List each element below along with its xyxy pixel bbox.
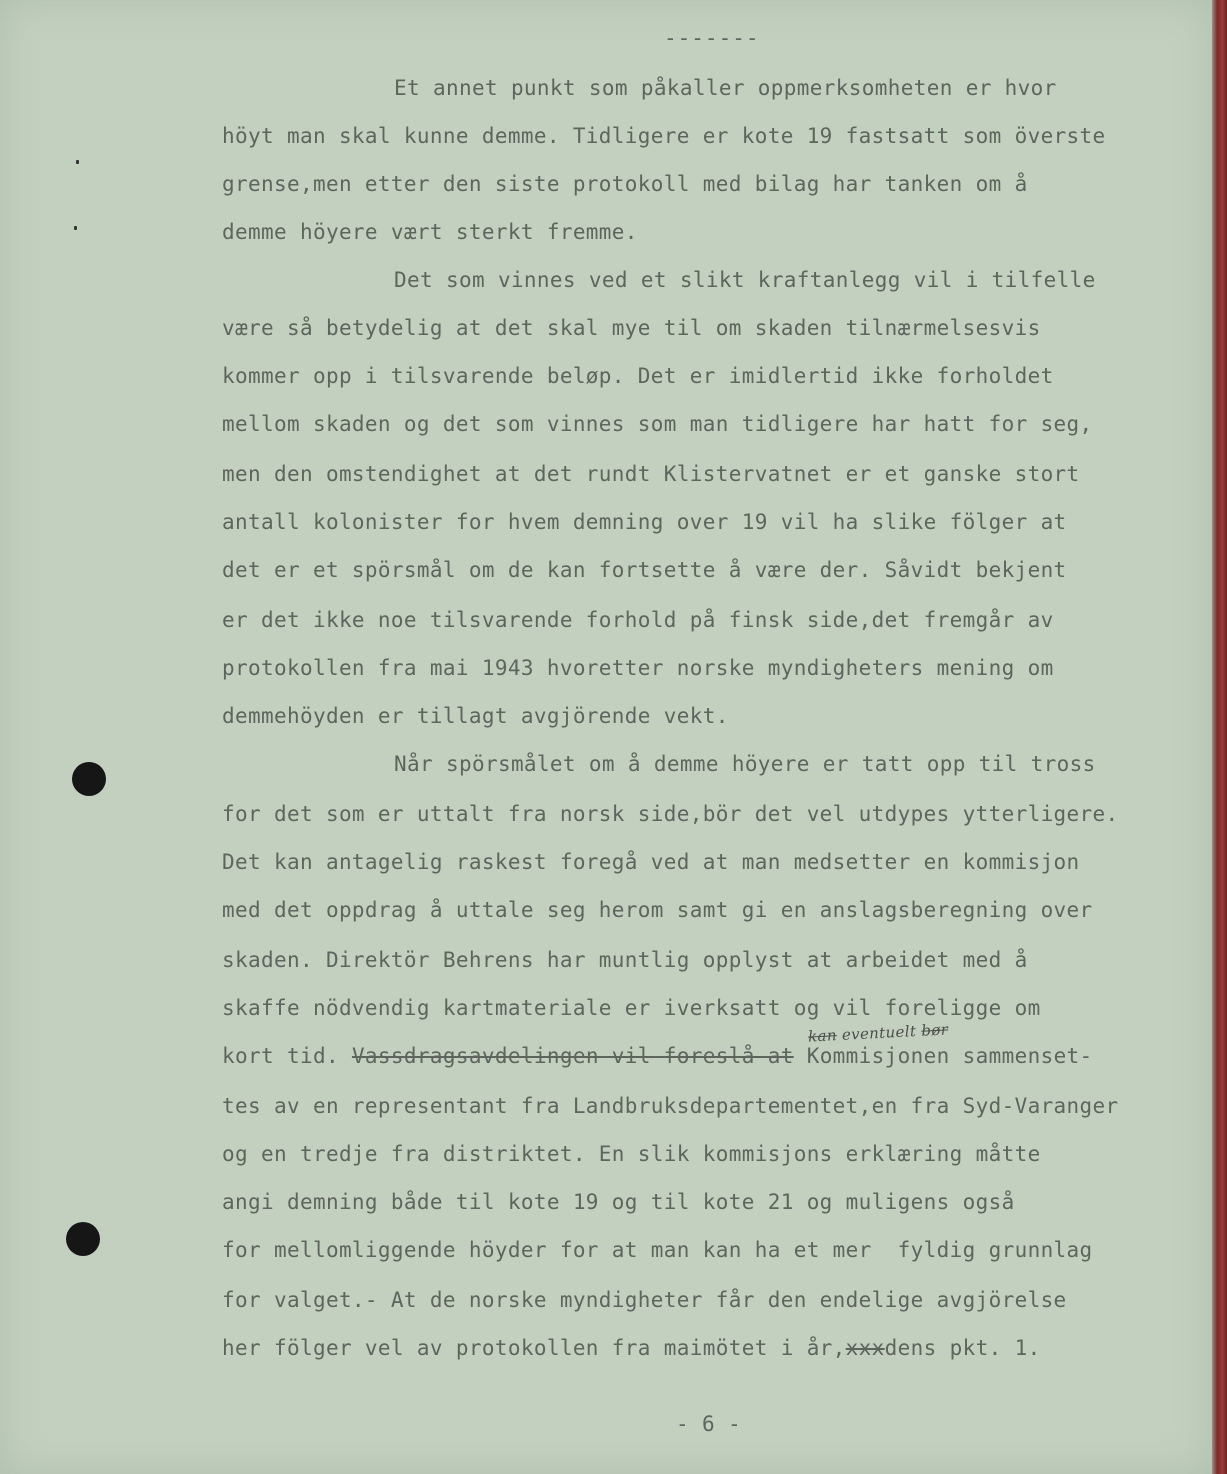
text-line: angi demning både til kote 19 og til kote 21 og muligens også [222,1190,1015,1214]
page-number: - 6 - [676,1412,741,1436]
text-line [222,1044,1093,1068]
text-segment: dens pkt. 1. [884,1336,1041,1360]
text-line: med det oppdrag å uttale seg herom samt gi en anslagsberegning over [222,898,1093,922]
text-line: grense,men etter den siste protokoll med bilag har tanken om å [222,172,1028,196]
text-line [222,1336,1041,1360]
text-line: mellom skaden og det som vinnes som man tidligere har hatt for seg, [222,412,1093,436]
text-line: for det som er uttalt fra norsk side,bör det vel utdypes ytterligere. [222,802,1119,826]
text-line: Det kan antagelig raskest foregå ved at man medsetter en kommisjon [222,850,1080,874]
struck-text: Vassdragsavdelingen vil foreslå at [351,1044,794,1068]
text-segment: her fölger vel av protokollen fra maimötet i år, [222,1336,846,1360]
text-line: höyt man skal kunne demme. Tidligere er kote 19 fastsatt som överste [222,124,1106,148]
text-segment: Kommisjonen sammenset- [793,1044,1093,1068]
text-line: kommer opp i tilsvarende beløp. Det er imidlertid ikke forholdet [222,364,1054,388]
text-line: men den omstendighet at det rundt Klistervatnet er et ganske stort [222,462,1080,486]
struck-text: xxx [845,1336,885,1360]
text-line: være så betydelig at det skal mye til om skaden tilnærmelsesvis [222,316,1041,340]
text-line: for valget.- At de norske myndigheter får den endelige avgjörelse [222,1288,1067,1312]
text-line: tes av en representant fra Landbruksdepartementet,en fra Syd-Varanger [222,1094,1119,1118]
text-line: Det som vinnes ved et slikt kraftanlegg vil i tilfelle [394,268,1096,292]
text-line: Når spörsmålet om å demme höyere er tatt opp til tross [394,752,1096,776]
text-line: antall kolonister for hvem demning over 19 vil ha slike fölger at [222,510,1067,534]
text-line: Et annet punkt som påkaller oppmerksomheten er hvor [394,76,1057,100]
text-line: demme höyere vært sterkt fremme. [222,220,638,244]
page-edge [1212,0,1227,1474]
text-line: skaden. Direktör Behrens har muntlig opplyst at arbeidet med å [222,948,1028,972]
text-line: protokollen fra mai 1943 hvoretter norske myndigheters mening om [222,656,1054,680]
text-line: demmehöyden er tillagt avgjörende vekt. [222,704,729,728]
text-line: skaffe nödvendig kartmateriale er iverksatt og vil foreligge om [222,996,1041,1020]
text-line: det er et spörsmål om de kan fortsette å være der. Såvidt bekjent [222,558,1067,582]
handwritten-annotation: kan eventuelt bør [807,1020,949,1046]
text-segment: kort tid. [222,1044,352,1068]
text-line: er det ikke noe tilsvarende forhold på finsk side,det fremgår av [222,608,1054,632]
separator-line: ------- [664,26,760,50]
text-line: for mellomliggende höyder for at man kan ha et mer fyldig grunnlag [222,1238,1093,1262]
text-line: og en tredje fra distriktet. En slik kommisjons erklæring måtte [222,1142,1041,1166]
